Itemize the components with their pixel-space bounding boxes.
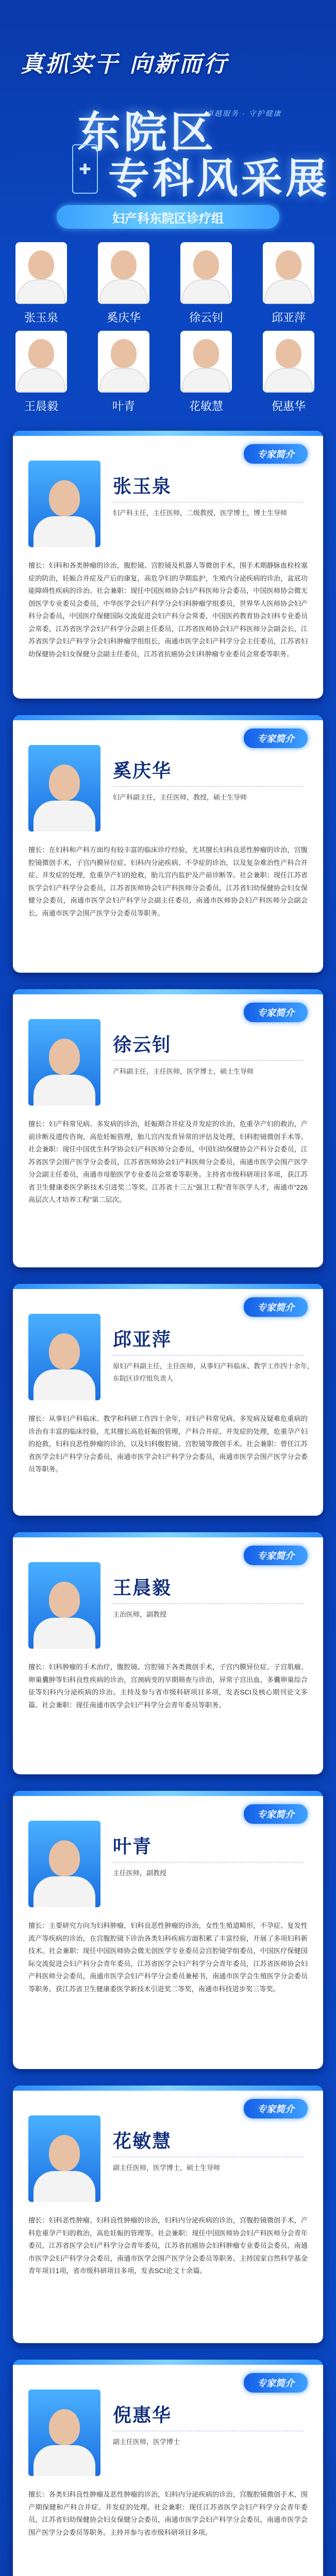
doctor-name: 邱亚萍 <box>113 1329 172 1350</box>
team-member-name: 倪惠华 <box>271 400 306 413</box>
avatar <box>180 331 232 393</box>
team-member-name: 邱亚萍 <box>271 311 306 324</box>
team-member[interactable] <box>10 331 72 414</box>
group-name-banner: 妇产科东院区诊疗组 <box>57 205 279 229</box>
doctor-description: 擅长：妇科和各类肿瘤的诊治，腹腔镜、宫腔镜及机器人等微创手术，围手术期静脉血栓栓塞症的防治，妊娠合并症及产后的康复，高危孕妇的孕期监护，生殖内分泌疾病的诊治，盆底功能障碍性疾病的诊治。社会兼职：现任中国医师协会妇产科医师分会委员，中国医师协会微无创医学专业委员会委员，中华医学会妇产科学分会妇科肿瘤学组委员，世界华人医师协会妇产科分会委员，中国医疗保健国际交流促进会妇产科分会常委，中国医药教育协会妇科专业委员会常委，江苏省医学会妇产科学分会副主任委员，江苏省医师协会妇产科医师分会副会长，江苏省医学会妇产科学分会妇科肿瘤学组组长，南通市医学会妇产科学分会主任委员，江苏省妇幼保健协会妇女保健分会副主任委员，江苏省抗癌协会妇科肿瘤专业委员会常委等职务。 <box>28 562 308 658</box>
doctor-description: 擅长：妇科恶性肿瘤、妇科良性肿瘤的诊治，妇科内分泌疾病的诊治，宫腹腔镜微创手术，产科危重孕产妇的救治，高危妊娠的管理等。社会兼职：现任中国医师协会妇产科医师分会青年委员，江苏省医学会妇产科学分会青年委员，江苏省抗癌协会妇科肿瘤专业委员会委员，南通市医学会妇产科学分会委员，南通市医学会围产医学分会委员等职务。主持国家自然科学基金青年项目1项，省市级科研项目多项，发表SCI论文十余篇。 <box>28 2216 308 2275</box>
avatar <box>180 242 232 304</box>
avatar <box>15 331 67 393</box>
doctor-card <box>13 715 323 973</box>
doctor-card <box>13 989 323 1267</box>
doctor-card <box>13 2086 323 2343</box>
team-member[interactable] <box>258 242 320 325</box>
team-member[interactable] <box>93 331 155 414</box>
doctor-card <box>13 2360 323 2576</box>
title-line-2: 专科风采展 <box>108 156 330 201</box>
team-member-name: 张玉泉 <box>24 311 58 324</box>
slogan: 真抓实干 向新而行 <box>21 51 229 77</box>
doctor-title: 原妇产科副主任，主任医师，从事妇产科临床、教学工作四十余年，东院区诊疗组负责人 <box>113 1362 314 1382</box>
expert-intro-badge: 专家简介 <box>244 728 308 748</box>
doctor-title: 产科副主任，主任医师，医学博士，硕士生导师 <box>113 1067 254 1075</box>
avatar <box>98 242 149 304</box>
doctor-name: 王晨毅 <box>113 1577 172 1598</box>
doctor-title: 主治医师，副教授 <box>113 1611 167 1618</box>
doctor-title: 副主任医师，医学博士，硕士生导师 <box>113 2164 221 2172</box>
doctor-card <box>13 431 323 699</box>
page-header <box>0 0 336 227</box>
team-member-name: 王晨毅 <box>24 400 58 413</box>
doctor-name: 张玉泉 <box>113 476 172 497</box>
avatar <box>28 1019 100 1106</box>
avatar <box>28 745 100 832</box>
expert-intro-badge: 专家简介 <box>244 1003 308 1022</box>
avatar <box>28 1562 100 1649</box>
title-caption: 卓越服务 · 守护健康 <box>206 109 282 117</box>
doctor-description: 擅长：妇科肿瘤的手术治疗，腹腔镜、宫腔镜下各类微创手术，子宫内膜异位症、子宫肌瘤、卵巢囊肿等妇科良性疾病的诊治，宫颈病变的早期筛查与诊治，异常子宫出血、多囊卵巢综合征等妇科内分泌疾病的诊治。主持及参与省市级科研项目多项，发表SCI及核心期刊论文多篇。社会兼职：现任南通市医学会妇产科学分会青年委员等职务。 <box>28 1663 308 1709</box>
doctor-name: 花敏慧 <box>113 2130 172 2151</box>
doctor-description: 擅长：在妇科和产科方面均有较丰富的临床诊疗经验，尤其擅长妇科良恶性肿瘤的诊治，宫腹腔镜微创手术，子宫内膜异位症、妇科内分泌疾病、不孕症的诊治，以及复杂难治性产科合并症、并发症的处理，危重孕产妇的抢救，胎儿宫内监护及产前诊断等。社会兼职：现任江苏省医学会妇产科学分会委员，江苏省医师协会妇产科医师分会委员，江苏省妇幼保健协会妇女保健分会委员，南通市医学会妇产科学分会副主任委员，南通市医师协会妇产科医师分会副会长，南通市医学会围产医学分会委员等职务。 <box>28 846 308 917</box>
team-member-name: 叶青 <box>112 400 135 413</box>
doctor-card <box>13 1284 323 1516</box>
avatar <box>28 1314 100 1400</box>
doctor-description: 擅长：妇产科常见病、多发病的诊治，妊娠期合并症及并发症的诊治，危重孕产妇的救治，产前诊断及遗传咨询，高危妊娠管理，胎儿宫内发育异常的评估及处理，妇科腔镜微创手术等。社会兼职：现任中国优生科学协会妇产科医师分会委员，中国妇幼保健协会产科分会委员，江苏省医学会围产医学分会委员，江苏省医师协会妇产科医师分会委员，南通市医学会围产医学分会副主任委员，南通市母胎医学专业委员会常委等职务。主持省市级科研项目多项，获江苏省卫生健康委医学新技术引进奖二等奖，江苏省十三五“强卫工程”青年医学人才，南通市“226高层次人才培养工程”第二层次。 <box>28 1120 308 1204</box>
expert-intro-badge: 专家简介 <box>244 444 308 464</box>
doctor-description: 擅长：主要研究方向为妇科肿瘤，妇科良恶性肿瘤的诊治，女性生殖道畸形，不孕症、复发性流产等疾病的诊治，在宫腹腔镜下诊治各类妇科疾病方面积累了丰富经验，开展了多项妇科新技术。社会兼职：现任中国医师协会微无创医学专业委员会宫腔镜学组委员，中国医疗保健国际交流促进会妇产科分会青年委员，江苏省医学会妇产科学分会青年委员，江苏省医师协会妇产科医师分会委员，南通市医学会妇产科学分会委员兼秘书，南通市医学会生殖医学分会委员等职务。获江苏省卫生健康委医学新技术引进奖二等奖，南通市科技进步奖三等奖。 <box>28 1922 308 1993</box>
title-line-1: 东院区 <box>77 108 217 157</box>
doctor-name: 奚庆华 <box>113 760 172 781</box>
expert-intro-badge: 专家简介 <box>244 1546 308 1565</box>
doctor-name: 叶青 <box>113 1836 153 1857</box>
avatar <box>28 461 100 547</box>
team-member[interactable] <box>175 331 237 414</box>
doctor-description: 擅长：各类妇科良性肿瘤及恶性肿瘤的诊治，妇科内分泌疾病的诊治，宫腹腔镜微创手术，围产期保健和产科合并症、并发症的处理。社会兼职：现任江苏省医学会妇产科学分会青年委员，江苏省妇幼保健协会妇女保健分会委员，南通市医学会妇产科学分会委员，南通市医学会围产医学分会委员等职务。主持并参与省市级科研项目多项。 <box>28 2490 308 2536</box>
team-member-name: 奚庆华 <box>106 311 141 324</box>
avatar <box>28 1821 100 1907</box>
doctor-name: 徐云钊 <box>113 1034 172 1055</box>
team-member[interactable] <box>93 242 155 325</box>
doctor-description: 擅长：从事妇产科临床、教学和科研工作四十余年，对妇产科常见病、多发病及疑难危重病的诊治有丰富的临床经验，尤其擅长高危妊娠的管理，产科合并症、并发症的处理，危重孕产妇的抢救，妇科良恶性肿瘤的诊治，以及妇科腹腔镜、宫腔镜等微创手术。社会兼职：曾任江苏省医学会妇产科学分会委员，南通市医学会妇产科学分会委员，南通市医学会围产医学分会委员等职务。 <box>28 1415 308 1473</box>
avatar <box>15 242 67 304</box>
avatar <box>98 331 149 393</box>
team-member[interactable] <box>175 242 237 325</box>
avatar <box>263 331 314 393</box>
doctor-title: 主任医师，副教授 <box>113 1869 167 1877</box>
avatar <box>28 2115 100 2202</box>
expert-intro-badge: 专家简介 <box>244 1804 308 1824</box>
doctor-card <box>13 1791 323 2069</box>
avatar <box>28 2389 100 2476</box>
team-member[interactable] <box>258 331 320 414</box>
doctor-card <box>13 1532 323 1774</box>
divider <box>113 786 304 787</box>
team-member[interactable] <box>10 242 72 325</box>
avatar <box>263 242 314 304</box>
divider <box>113 1060 304 1061</box>
expert-intro-badge: 专家简介 <box>244 1297 308 1317</box>
divider <box>113 1603 304 1604</box>
hospital-logo-icon: ✚ <box>72 144 98 194</box>
doctor-title: 妇产科副主任，主任医师，教授，硕士生导师 <box>113 793 247 801</box>
team-member-name: 花敏慧 <box>189 400 223 413</box>
doctor-title: 副主任医师，医学博士 <box>113 2438 180 2446</box>
team-member-name: 徐云钊 <box>189 311 223 324</box>
doctor-name: 倪惠华 <box>113 2404 172 2426</box>
expert-intro-badge: 专家简介 <box>244 2373 308 2393</box>
expert-intro-badge: 专家简介 <box>244 2099 308 2119</box>
doctor-title: 妇产科主任，主任医师，二级教授，医学博士，博士生导师 <box>113 509 288 517</box>
